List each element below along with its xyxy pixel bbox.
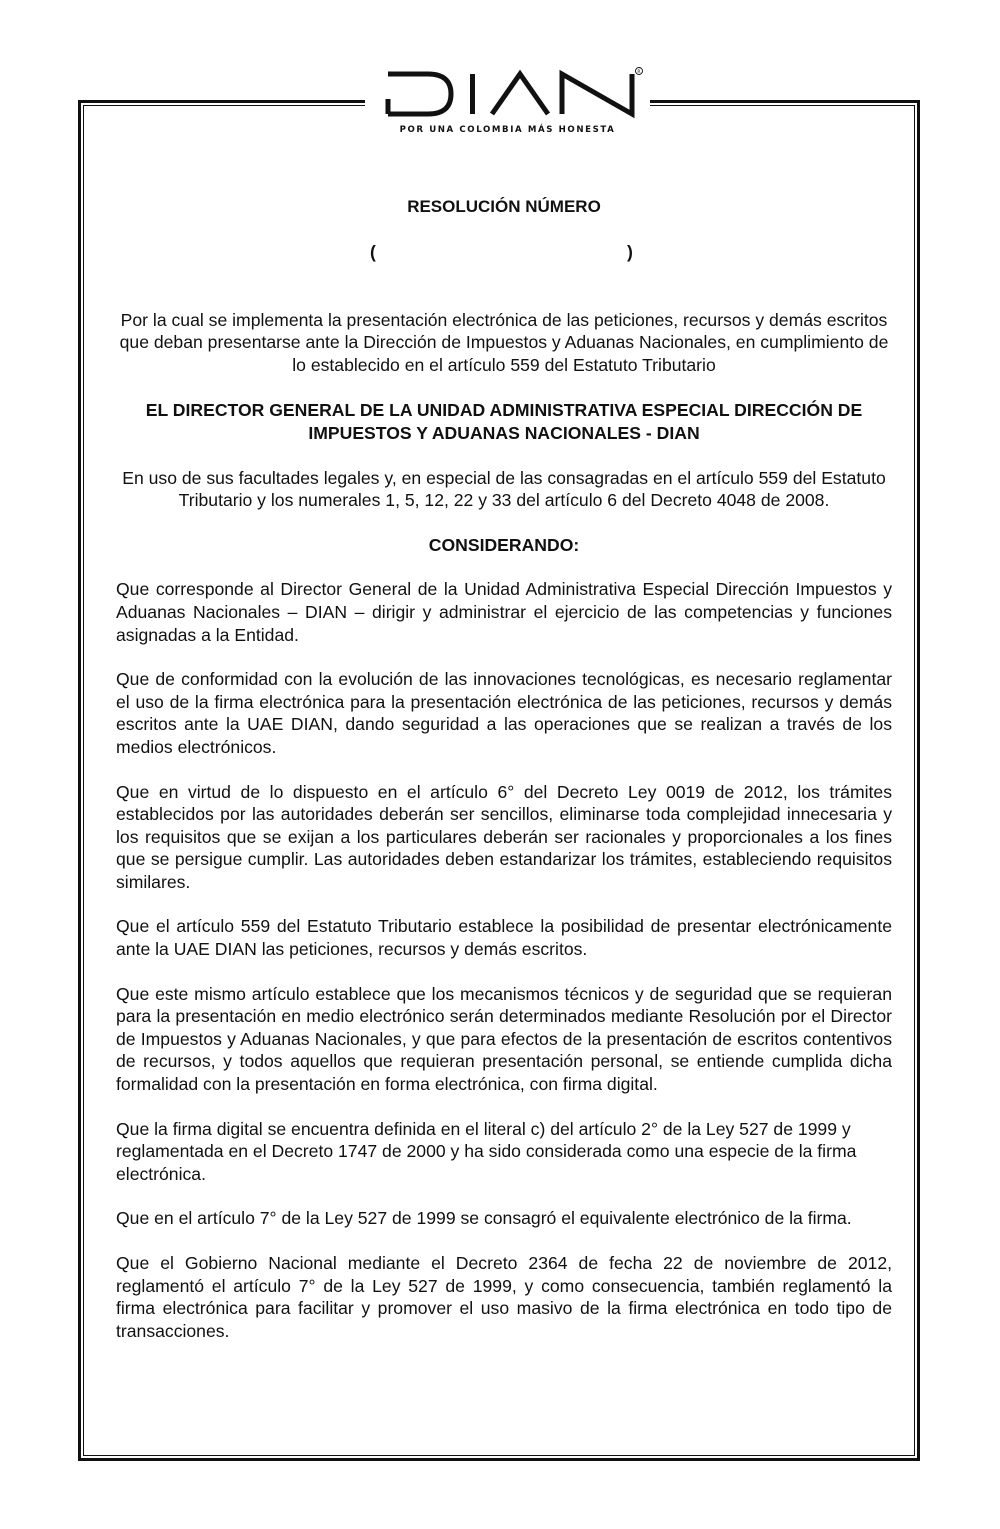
resolution-summary: Por la cual se implementa la presentación electrónica de las peticiones, recursos y demás escritos que deban presentarse ante la Dirección de Impuestos y Aduanas Nacionales, en cumplimiento de lo establecido en el artículo 559 del Estatuto Tributario xyxy=(119,309,889,375)
considering-paragraph: Que la firma digital se encuentra definida en el literal c) del artículo 2° de la Ley 527 de 1999 y reglamentada en el Decreto 1747 de 2000 y ha sido considerada como una especie de la firma electrónica. xyxy=(116,1118,857,1184)
open-parenthesis: ( xyxy=(370,241,376,262)
dian-logo xyxy=(365,62,650,142)
legal-faculties: En uso de sus facultades legales y, en especial de las consagradas en el artículo 559 del Estatuto Tributario y los numerales 1, 5, 12, 22 y 33 del artículo 6 del Decreto 4048 de 2008. xyxy=(122,467,886,511)
considering-paragraph: Que el Gobierno Nacional mediante el Decreto 2364 de fecha 22 de noviembre de 2012, reglamentó el artículo 7° de la Ley 527 de 1999, y como consecuencia, también reglamentó la firma electrónica para facilitar y promover el uso masivo de la firma electrónica en todo tipo de transacciones. xyxy=(116,1253,892,1341)
considering-heading: CONSIDERANDO: xyxy=(428,534,580,555)
considering-paragraph: Que en virtud de lo dispuesto en el artículo 6° del Decreto Ley 0019 de 2012, los trámites establecidos por las autoridades deberán ser sencillos, eliminarse toda complejidad innecesaria y los requisitos que se exijan a los particulares deberán ser racionales y proporcionales a los fines que se persigue cumplir. Las autoridades deben estandarizar los trámites, estableciendo requisitos similares. xyxy=(116,781,892,892)
dian-wordmark-icon xyxy=(365,62,650,122)
considering-paragraph: Que el artículo 559 del Estatuto Tributario establece la posibilidad de presentar electrónicamente ante la UAE DIAN las peticiones, recursos y demás escritos. xyxy=(116,916,892,960)
resolution-number-placeholder xyxy=(116,241,892,265)
close-parenthesis: ) xyxy=(627,241,633,262)
considering-paragraph: Que de conformidad con la evolución de las innovaciones tecnológicas, es necesario reglamentar el uso de la firma electrónica para la presentación electrónica de las peticiones, recursos y demás escritos ante la UAE DIAN, dando seguridad a las operaciones que se realizan a través de los medios electrónicos. xyxy=(116,669,892,757)
issuing-authority: EL DIRECTOR GENERAL DE LA UNIDAD ADMINISTRATIVA ESPECIAL DIRECCIÓN DE IMPUESTOS Y ADUANAS NACIONALES - DIAN xyxy=(145,400,863,443)
considering-paragraph: Que en el artículo 7° de la Ley 527 de 1999 se consagró el equivalente electrónico de la firma. xyxy=(116,1208,852,1229)
considering-paragraph: Que este mismo artículo establece que los mecanismos técnicos y de seguridad que se requieran para la presentación en medio electrónico serán determinados mediante Resolución por el Director de Impuestos y Aduanas Nacionales, y que para efectos de la presentación de escritos contentivos de recursos, y todos aquellos que requieran presentación personal, se entiende cumplida dicha formalidad con la presentación en forma electrónica, con firma digital. xyxy=(116,983,892,1095)
svg-text:R: R xyxy=(637,69,641,75)
considering-paragraph: Que corresponde al Director General de la Unidad Administrativa Especial Dirección Impuestos y Aduanas Nacionales – DIAN – dirigir y administrar el ejercicio de las competencias y funciones asignadas a la Entidad. xyxy=(116,579,892,645)
document-body xyxy=(116,196,892,1342)
logo-tagline: POR UNA COLOMBIA MÁS HONESTA xyxy=(399,125,616,135)
document-title: RESOLUCIÓN NÚMERO xyxy=(407,197,601,216)
